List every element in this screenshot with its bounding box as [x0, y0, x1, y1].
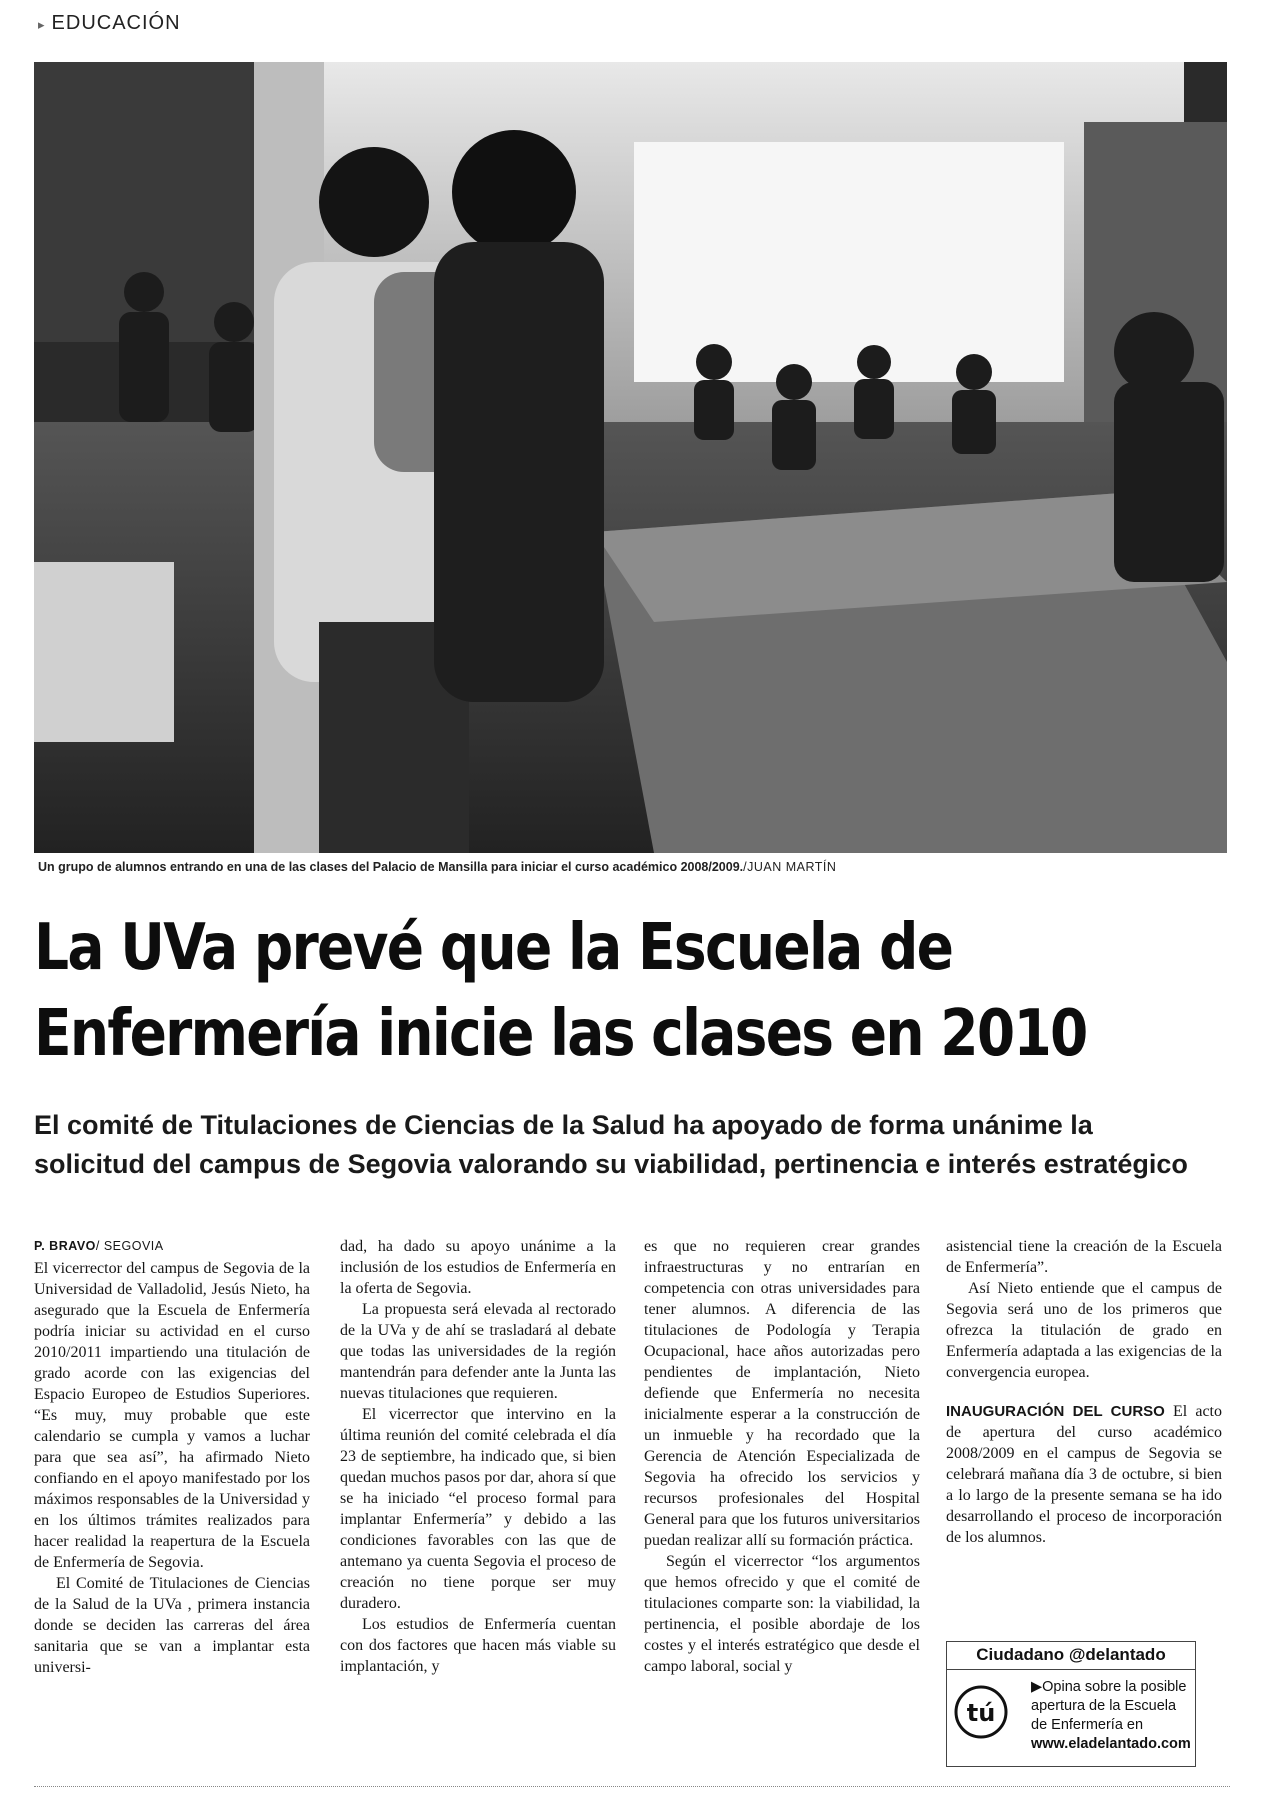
subtitle-line-1: El comité de Titulaciones de Ciencias de la Salud ha apoyado de forma unánime la	[34, 1110, 1093, 1140]
paragraph-text: El acto de apertura del curso académico 2008/2009 en el campus de Segovia se celebrará mañana día 3 de octubre, si bien a lo largo de la presente semana se ha ido desarrollando el proceso de incorporación de los alumnos.	[946, 1403, 1222, 1546]
byline	[34, 1236, 310, 1257]
photo-caption	[38, 860, 1228, 874]
body-column-2	[340, 1236, 616, 1677]
body-column-4	[946, 1236, 1222, 1548]
paragraph: El Comité de Titulaciones de Ciencias de la Salud de la UVa , primera instancia donde se deciden las carreras del área sanitaria que se van a implantar esta universi-	[34, 1575, 310, 1676]
byline-place: / SEGOVIA	[95, 1239, 164, 1253]
promo-title: Ciudadano @delantado	[947, 1642, 1195, 1670]
paragraph: La propuesta será elevada al rectorado de la UVa y de ahí se trasladará al debate que todas las universidades de la región mantendrán para defender ante la Junta las nuevas titulaciones que requieren.	[340, 1301, 616, 1402]
paragraph: Los estudios de Enfermería cuentan con dos factores que hacen más viable su implantación, y	[340, 1616, 616, 1675]
tu-logo-icon	[953, 1684, 1009, 1740]
section-label	[38, 12, 181, 35]
byline-author: P. BRAVO	[34, 1239, 96, 1253]
headline-line-1: La UVa prevé que la Escuela de	[34, 911, 953, 985]
paragraph: dad, ha dado su apoyo unánime a la inclusión de los estudios de Enfermería en la oferta de Segovia.	[340, 1238, 616, 1297]
paragraph-inauguracion	[946, 1401, 1222, 1548]
tu-logo-text: tú	[966, 1699, 996, 1727]
promo-box[interactable]	[946, 1641, 1196, 1767]
subhead: INAUGURACIÓN DEL CURSO	[946, 1403, 1165, 1420]
paragraph: Así Nieto entiende que el campus de Segovia será uno de los primeros que ofrezca la titulación de grado en Enfermería adaptada a las exigencias de la convergencia europea.	[946, 1280, 1222, 1381]
section-label-text: EDUCACIÓN	[51, 12, 181, 34]
paragraph: El vicerrector que intervino en la última reunión del comité celebrada el día 23 de septiembre, ha indicado que, si bien quedan muchos pasos por dar, ahora sí que se ha iniciado “el proceso formal para implantar Enfermería” y debido a las condiciones favorables con las que de antemano ya cuenta Segovia el proceso de creación no tiene porque ser muy duradero.	[340, 1406, 616, 1612]
promo-message: ▶Opina sobre la posible apertura de la Escuela de Enfermería en	[1031, 1679, 1187, 1733]
subtitle	[34, 1106, 1234, 1184]
subtitle-line-2: solicitud del campus de Segovia valorando su viabilidad, pertinencia e interés estratégico	[34, 1149, 1188, 1179]
photo-caption-text: Un grupo de alumnos entrando en una de las clases del Palacio de Mansilla para iniciar el curso académico 2008/2009.	[38, 860, 744, 874]
bottom-rule	[34, 1786, 1230, 1787]
body-column-3	[644, 1236, 920, 1677]
headline	[34, 905, 1087, 1077]
article-photo	[34, 62, 1227, 853]
headline-line-2: Enfermería inicie las clases en 2010	[34, 997, 1087, 1071]
paragraph: asistencial tiene la creación de la Escuela de Enfermería”.	[946, 1238, 1222, 1276]
body-column-1	[34, 1236, 310, 1678]
section-mark-icon: ▸	[38, 17, 46, 32]
classroom-photo-illustration	[34, 62, 1227, 853]
paragraph: es que no requieren crear grandes infraestructuras y no entrarían en competencia con otras universidades para tener alumnos. A diferencia de las titulaciones de Podología y Terapia Ocupacional, hace años autorizadas pero pendientes de implantación, Nieto defiende que Enfermería no necesita inicialmente esperar a la construcción de un inmueble y ha recordado que la Gerencia de Atención Especializada de Segovia ha ofrecido los servicios y recursos profesionales del Hospital General para que los futuros universitarios puedan realizar allí su formación práctica.	[644, 1238, 920, 1549]
promo-url-link[interactable]: www.eladelantado.com	[1031, 1736, 1191, 1752]
paragraph: El vicerrector del campus de Segovia de la Universidad de Valladolid, Jesús Nieto, ha asegurado que la Escuela de Enfermería podría iniciar su actividad en el curso 2010/2011 impartiendo una titulación de grado acorde con las exigencias del Espacio Europeo de Estudios Superiores. “Es muy, muy probable que este calendario se cumpla y vamos a luchar para que sea así”, ha afirmado Nieto confiando en el apoyo manifestado por los máximos responsables de la Universidad y en los últimos trámites realizados para hacer realidad la reapertura de la Escuela de Enfermería de Segovia.	[34, 1260, 310, 1571]
photo-credit: /JUAN MARTÍN	[743, 860, 837, 874]
paragraph: Según el vicerrector “los argumentos que hemos ofrecido y que el comité de titulaciones comparte son: la viabilidad, la pertinencia, el posible abordaje de los costes y el interés estratégico que desde el campo laboral, social y	[644, 1553, 920, 1675]
promo-text	[1031, 1678, 1189, 1754]
